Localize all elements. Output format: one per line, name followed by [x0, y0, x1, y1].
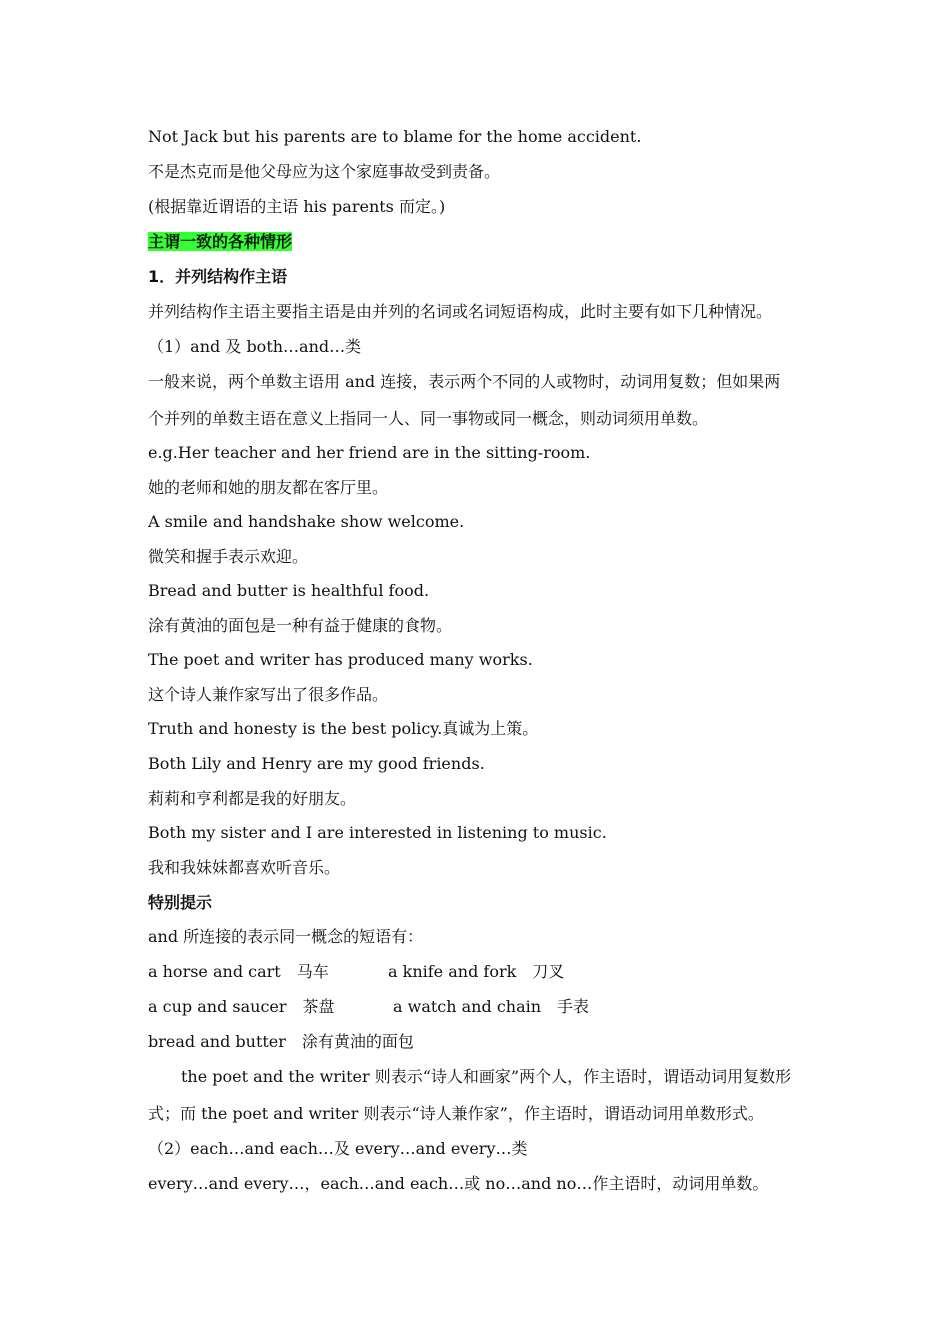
- phrase-item: bread and butter 涂有黄油的面包: [148, 1032, 414, 1051]
- phrase-item: a watch and chain 手表: [393, 997, 590, 1016]
- phrase-item: a cup and saucer 茶盘: [148, 997, 335, 1016]
- sentence-zh: 不是杰克而是他父母应为这个家庭事故受到责备。: [148, 162, 501, 181]
- example-zh: 这个诗人兼作家写出了很多作品。: [148, 685, 389, 704]
- example-en: Both my sister and I are interested in listening to music.: [148, 823, 607, 842]
- example-zh: 微笑和握手表示欢迎。: [148, 547, 309, 566]
- example-en: A smile and handshake show welcome.: [148, 512, 465, 531]
- example-zh: 涂有黄油的面包是一种有益于健康的食物。: [148, 616, 453, 635]
- example-zh: 我和我妹妹都喜欢听音乐。: [148, 858, 341, 877]
- example-en: Bread and butter is healthful food.: [148, 581, 430, 600]
- paragraph-line: the poet and the writer 则表示“诗人和画家”两个人，作主语时，谓语动词用复数形: [181, 1067, 792, 1086]
- highlighted-heading: 主谓一致的各种情形: [148, 232, 293, 251]
- item-heading: （1）and 及 both…and…类: [148, 337, 362, 356]
- example-mixed: Truth and honesty is the best policy.真诚为上策。: [148, 719, 539, 738]
- phrase-item: a horse and cart 马车: [148, 962, 329, 981]
- tip-intro: and 所连接的表示同一概念的短语有：: [148, 927, 424, 946]
- example-en: e.g.Her teacher and her friend are in the sitting-room.: [148, 443, 591, 462]
- example-en: Both Lily and Henry are my good friends.: [148, 754, 485, 773]
- paragraph-line: every…and every…，each…and each…或 no…and no…作主语时，动词用单数。: [148, 1174, 769, 1193]
- paragraph-line: 式；而 the poet and writer 则表示“诗人兼作家”，作主语时，谓语动词用单数形式。: [148, 1104, 764, 1123]
- paragraph-line: 一般来说，两个单数主语用 and 连接，表示两个不同的人或物时，动词用复数；但如果两: [148, 372, 781, 391]
- tip-heading: 特别提示: [148, 893, 213, 912]
- phrase-item: a knife and fork 刀叉: [388, 962, 565, 981]
- section-heading: [148, 232, 292, 252]
- paragraph: 并列结构作主语主要指主语是由并列的名词或名词短语构成，此时主要有如下几种情况。: [148, 302, 773, 321]
- sentence-en: Not Jack but his parents are to blame for the home accident.: [148, 127, 642, 146]
- example-zh: 莉莉和亨利都是我的好朋友。: [148, 789, 357, 808]
- subsection-heading: 1．并列结构作主语: [148, 267, 288, 286]
- paragraph-line: 个并列的单数主语在意义上指同一人、同一事物或同一概念，则动词须用单数。: [148, 409, 709, 428]
- example-en: The poet and writer has produced many works.: [148, 650, 533, 669]
- item-heading: （2）each…and each…及 every…and every…类: [148, 1139, 528, 1158]
- example-zh: 她的老师和她的朋友都在客厅里。: [148, 478, 389, 497]
- note: (根据靠近谓语的主语 his parents 而定。): [148, 197, 446, 216]
